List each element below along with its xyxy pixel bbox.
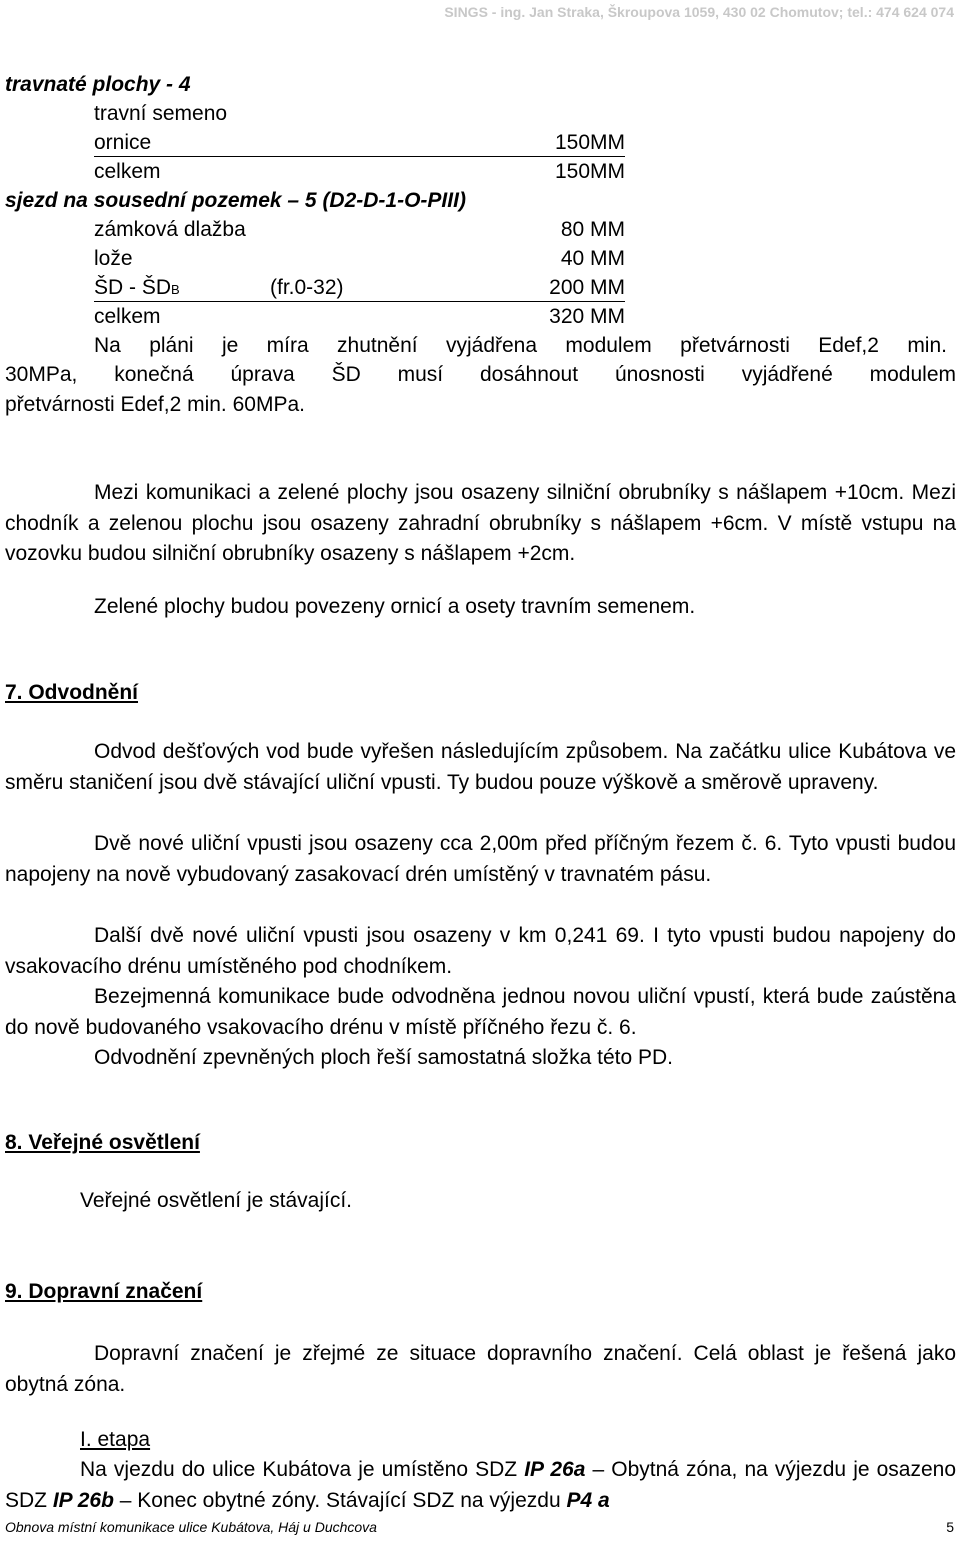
curbs-paragraph: Mezi komunikaci a zelené plochy jsou osazeny silniční obrubníky s nášlapem +10cm. Mezi chodník a zelenou plochu jsou osazeny zahradní obrubníky s nášlapem +6cm. V místě vstupu na vozovku budou silniční obrubníky osazeny s nášlapem +2cm. bbox=[5, 481, 956, 566]
grass-seed-label: travní semeno bbox=[94, 102, 228, 125]
sign-code: IP 26a bbox=[524, 1458, 586, 1481]
driveway-row bbox=[94, 218, 625, 242]
driveway-section-title: sjezd na sousední pozemek – 5 (D2-D-1-O-PIII) bbox=[5, 189, 466, 212]
greenery-paragraph: Zelené plochy budou povezeny ornicí a osety travním semenem. bbox=[94, 595, 696, 618]
lighting-paragraph: Veřejné osvětlení je stávající. bbox=[80, 1189, 352, 1212]
page-header: SINGS - ing. Jan Straka, Škroupova 1059, 430 02 Chomutov; tel.: 474 624 074 bbox=[444, 4, 954, 20]
section-heading-lighting: 8. Veřejné osvětlení bbox=[5, 1131, 200, 1154]
layer-thickness: 150MM bbox=[554, 131, 625, 154]
layer-label-subscript: B bbox=[171, 282, 180, 297]
grass-section-title: travnaté plochy - 4 bbox=[5, 73, 191, 96]
layer-label: zámková dlažba bbox=[94, 218, 246, 241]
total-thickness: 320 MM bbox=[549, 305, 625, 328]
total-label: celkem bbox=[94, 160, 161, 183]
layer-thickness: 200 MM bbox=[549, 276, 625, 299]
compaction-note-line: 30MPa, konečná úprava ŠD musí dosáhnout únosnosti vyjádřené modulem bbox=[5, 363, 956, 386]
section-heading-drainage: 7. Odvodnění bbox=[5, 681, 139, 704]
driveway-base-row bbox=[94, 276, 625, 300]
layer-label: ornice bbox=[94, 131, 152, 154]
section-heading-traffic-signs: 9. Dopravní značení bbox=[5, 1280, 203, 1303]
total-label: celkem bbox=[94, 305, 161, 328]
traffic-signs-paragraph: Dopravní značení je zřejmé ze situace dopravního značení. Celá oblast je řešená jako obytná zóna. bbox=[5, 1342, 956, 1396]
stage-label: I. etapa bbox=[80, 1428, 151, 1451]
stage-text: – Obytná zóna, na výjezdu je osazeno SDZ bbox=[5, 1458, 957, 1512]
drainage-paragraph: Odvodnění zpevněných ploch řeší samostatná složka této PD. bbox=[94, 1046, 673, 1069]
layer-label: lože bbox=[94, 247, 133, 270]
drainage-paragraph: Bezejmenná komunikace bude odvodněna jednou novou uliční vpustí, která bude zaústěna do nově budovaného vsakovacího drénu v místě příčného řezu č. 6. bbox=[5, 985, 956, 1039]
compaction-note-line: Na pláni je míra zhutnění vyjádřena modulem přetvárnosti Edef,2 min. bbox=[94, 334, 947, 357]
driveway-total-row bbox=[94, 305, 625, 329]
layer-thickness: 40 MM bbox=[560, 247, 625, 270]
compaction-note-line: přetvárnosti Edef,2 min. 60MPa. bbox=[5, 393, 305, 416]
layer-thickness: 80 MM bbox=[560, 218, 625, 241]
fraction-label: (fr.0-32) bbox=[270, 276, 344, 299]
drainage-paragraph: Dvě nové uliční vpusti jsou osazeny cca 2,00m před příčným řezem č. 6. Tyto vpusti budou napojeny na nově vybudovaný zasakovací drén umístěný v travnatém pásu. bbox=[5, 832, 956, 886]
sign-code: IP 26b bbox=[52, 1488, 114, 1512]
footer-title: Obnova místní komunikace ulice Kubátova, Háj u Duchcova bbox=[5, 1519, 377, 1535]
grass-topsoil-row bbox=[94, 131, 625, 155]
sign-code: P4 a bbox=[566, 1488, 610, 1512]
sum-rule bbox=[94, 301, 625, 302]
layer-label: ŠD - ŠD bbox=[94, 276, 172, 299]
total-thickness: 150MM bbox=[554, 160, 625, 183]
driveway-row bbox=[94, 247, 625, 271]
stage-paragraph bbox=[5, 1455, 956, 1516]
page-number: 5 bbox=[946, 1519, 954, 1535]
stage-text: Na vjezdu do ulice Kubátova je umístěno SDZ bbox=[80, 1458, 525, 1481]
stage-text: – Konec obytné zóny. Stávající SDZ na výjezdu bbox=[113, 1488, 567, 1512]
drainage-paragraph: Další dvě nové uliční vpusti jsou osazeny v km 0,241 69. I tyto vpusti budou napojeny do vsakovacího drénu umístěného pod chodníkem. bbox=[5, 924, 956, 978]
sum-rule bbox=[94, 156, 625, 157]
drainage-paragraph: Odvod dešťových vod bude vyřešen následujícím způsobem. Na začátku ulice Kubátova ve směru staničení jsou dvě stávající uliční vpusti. Ty budou pouze výškově a směrově upraveny. bbox=[5, 740, 956, 794]
grass-total-row bbox=[94, 160, 625, 184]
